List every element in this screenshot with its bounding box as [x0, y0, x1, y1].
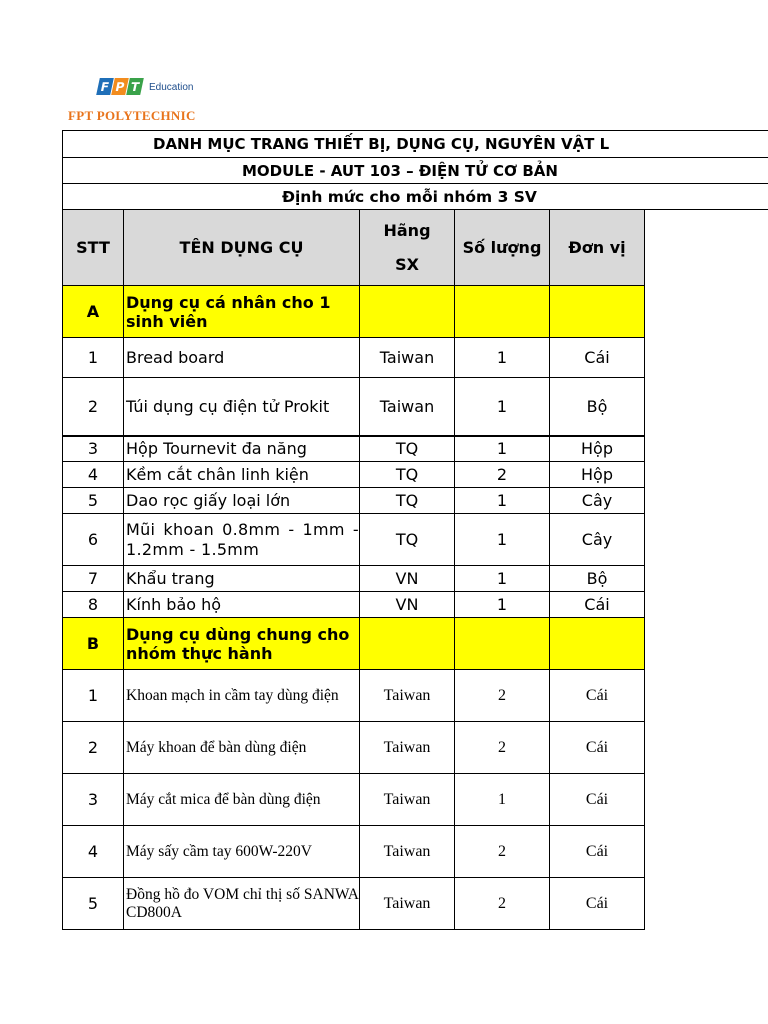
header-qty: Số lượng — [455, 210, 550, 286]
row-stt: 4 — [63, 826, 124, 878]
row-unit: Cái — [550, 878, 645, 930]
blank-cell — [645, 722, 768, 774]
row-name: Khoan mạch in cầm tay dùng điện — [124, 670, 360, 722]
section-b-title: Dụng cụ dùng chung cho nhóm thực hành — [124, 618, 360, 670]
quota-note: Định mức cho mỗi nhóm 3 SV — [282, 187, 537, 206]
header-maker — [360, 210, 455, 286]
section-a-cell — [455, 286, 550, 338]
row-qty: 2 — [455, 462, 550, 488]
fpt-letters — [98, 78, 142, 95]
header-maker-line2: SX — [395, 254, 419, 274]
row-unit: Cái — [550, 338, 645, 378]
row-unit: Hộp — [550, 462, 645, 488]
row-name: Khẩu trang — [124, 566, 360, 592]
row-stt: 2 — [63, 722, 124, 774]
blank-cell — [645, 462, 768, 488]
table-row — [63, 462, 768, 488]
blank-cell — [645, 670, 768, 722]
row-qty: 2 — [455, 826, 550, 878]
row-unit: Hộp — [550, 436, 645, 462]
row-stt: 3 — [63, 774, 124, 826]
logo-letter-t: T — [126, 78, 144, 95]
table-row — [63, 488, 768, 514]
equipment-sheet — [62, 130, 768, 940]
row-qty: 1 — [455, 378, 550, 436]
header-name: TÊN DỤNG CỤ — [124, 210, 360, 286]
row-unit: Cái — [550, 592, 645, 618]
logo-letter-p: P — [111, 78, 129, 95]
logo-tagline: Education — [149, 82, 194, 93]
row-maker: Taiwan — [360, 722, 455, 774]
table-row — [63, 670, 768, 722]
row-qty: 1 — [455, 436, 550, 462]
blank-cell — [645, 566, 768, 592]
row-unit: Cái — [550, 722, 645, 774]
table-row — [63, 566, 768, 592]
equipment-table — [62, 130, 768, 930]
row-maker: Taiwan — [360, 670, 455, 722]
blank-cell — [645, 286, 768, 338]
table-row — [63, 338, 768, 378]
row-qty: 2 — [455, 878, 550, 930]
row-qty: 1 — [455, 592, 550, 618]
table-row — [63, 514, 768, 566]
module-title: MODULE - AUT 103 – ĐIỆN TỬ CƠ BẢN — [242, 161, 558, 180]
row-maker: VN — [360, 592, 455, 618]
row-maker: Taiwan — [360, 878, 455, 930]
blank-cell — [645, 436, 768, 462]
row-maker: TQ — [360, 436, 455, 462]
row-qty: 1 — [455, 514, 550, 566]
row-maker: Taiwan — [360, 826, 455, 878]
header-unit: Đơn vị — [550, 210, 645, 286]
row-qty: 1 — [455, 338, 550, 378]
section-a-cell — [360, 286, 455, 338]
blank-cell — [645, 378, 768, 436]
row-maker: VN — [360, 566, 455, 592]
row-unit: Bộ — [550, 566, 645, 592]
blank-cell — [645, 592, 768, 618]
blank-cell — [645, 210, 768, 286]
row-maker: TQ — [360, 488, 455, 514]
row-stt: 1 — [63, 670, 124, 722]
row-stt: 7 — [63, 566, 124, 592]
table-row — [63, 378, 768, 436]
title-row-3 — [63, 184, 768, 210]
row-stt: 1 — [63, 338, 124, 378]
row-unit: Cây — [550, 514, 645, 566]
row-name: Máy sấy cầm tay 600W-220V — [124, 826, 360, 878]
header-row — [63, 210, 768, 286]
row-stt: 6 — [63, 514, 124, 566]
row-name: Kính bảo hộ — [124, 592, 360, 618]
blank-cell — [645, 774, 768, 826]
table-row — [63, 436, 768, 462]
title-row-1 — [63, 131, 768, 158]
row-stt: 8 — [63, 592, 124, 618]
row-name: Hộp Tournevit đa năng — [124, 436, 360, 462]
row-name: Máy khoan để bàn dùng điện — [124, 722, 360, 774]
section-a-code: A — [63, 286, 124, 338]
row-maker: Taiwan — [360, 378, 455, 436]
row-stt: 3 — [63, 436, 124, 462]
blank-cell — [645, 878, 768, 930]
section-a-cell — [550, 286, 645, 338]
table-row — [63, 774, 768, 826]
table-title: DANH MỤC TRANG THIẾT BỊ, DỤNG CỤ, NGUYÊN VẬT L — [153, 135, 610, 153]
row-name: Đồng hồ đo VOM chỉ thị số SANWA CD800A — [124, 878, 360, 930]
row-name: Máy cắt mica để bàn dùng điện — [124, 774, 360, 826]
row-qty: 1 — [455, 488, 550, 514]
row-stt: 4 — [63, 462, 124, 488]
row-qty: 2 — [455, 722, 550, 774]
section-b-row — [63, 618, 768, 670]
section-a-row — [63, 286, 768, 338]
row-qty: 1 — [455, 774, 550, 826]
row-name: Mũi khoan 0.8mm - 1mm - 1.2mm - 1.5mm — [124, 514, 360, 566]
row-stt: 5 — [63, 878, 124, 930]
blank-cell — [645, 514, 768, 566]
fpt-education-logo — [98, 78, 218, 104]
row-unit: Cái — [550, 670, 645, 722]
row-name: Túi dụng cụ điện tử Prokit — [124, 378, 360, 436]
row-qty: 1 — [455, 566, 550, 592]
section-b-cell — [550, 618, 645, 670]
row-maker: Taiwan — [360, 774, 455, 826]
row-name: Dao rọc giấy loại lớn — [124, 488, 360, 514]
blank-cell — [645, 488, 768, 514]
row-name: Kềm cắt chân linh kiện — [124, 462, 360, 488]
blank-cell — [645, 338, 768, 378]
row-maker: Taiwan — [360, 338, 455, 378]
table-row — [63, 592, 768, 618]
row-unit: Cái — [550, 826, 645, 878]
row-maker: TQ — [360, 462, 455, 488]
section-b-code: B — [63, 618, 124, 670]
header-maker-line1: Hãng — [383, 220, 431, 240]
blank-cell — [645, 826, 768, 878]
section-a-title: Dụng cụ cá nhân cho 1 sinh viên — [124, 286, 360, 338]
logo-letter-f: F — [96, 78, 114, 95]
header-stt: STT — [63, 210, 124, 286]
row-stt: 5 — [63, 488, 124, 514]
section-b-cell — [455, 618, 550, 670]
row-stt: 2 — [63, 378, 124, 436]
title-row-2 — [63, 158, 768, 184]
table-row — [63, 722, 768, 774]
row-unit: Cây — [550, 488, 645, 514]
row-unit: Cái — [550, 774, 645, 826]
table-row — [63, 826, 768, 878]
row-unit: Bộ — [550, 378, 645, 436]
section-b-cell — [360, 618, 455, 670]
row-name: Bread board — [124, 338, 360, 378]
table-row — [63, 878, 768, 930]
row-maker: TQ — [360, 514, 455, 566]
school-name: FPT POLYTECHNIC — [68, 108, 196, 123]
row-qty: 2 — [455, 670, 550, 722]
blank-cell — [645, 618, 768, 670]
